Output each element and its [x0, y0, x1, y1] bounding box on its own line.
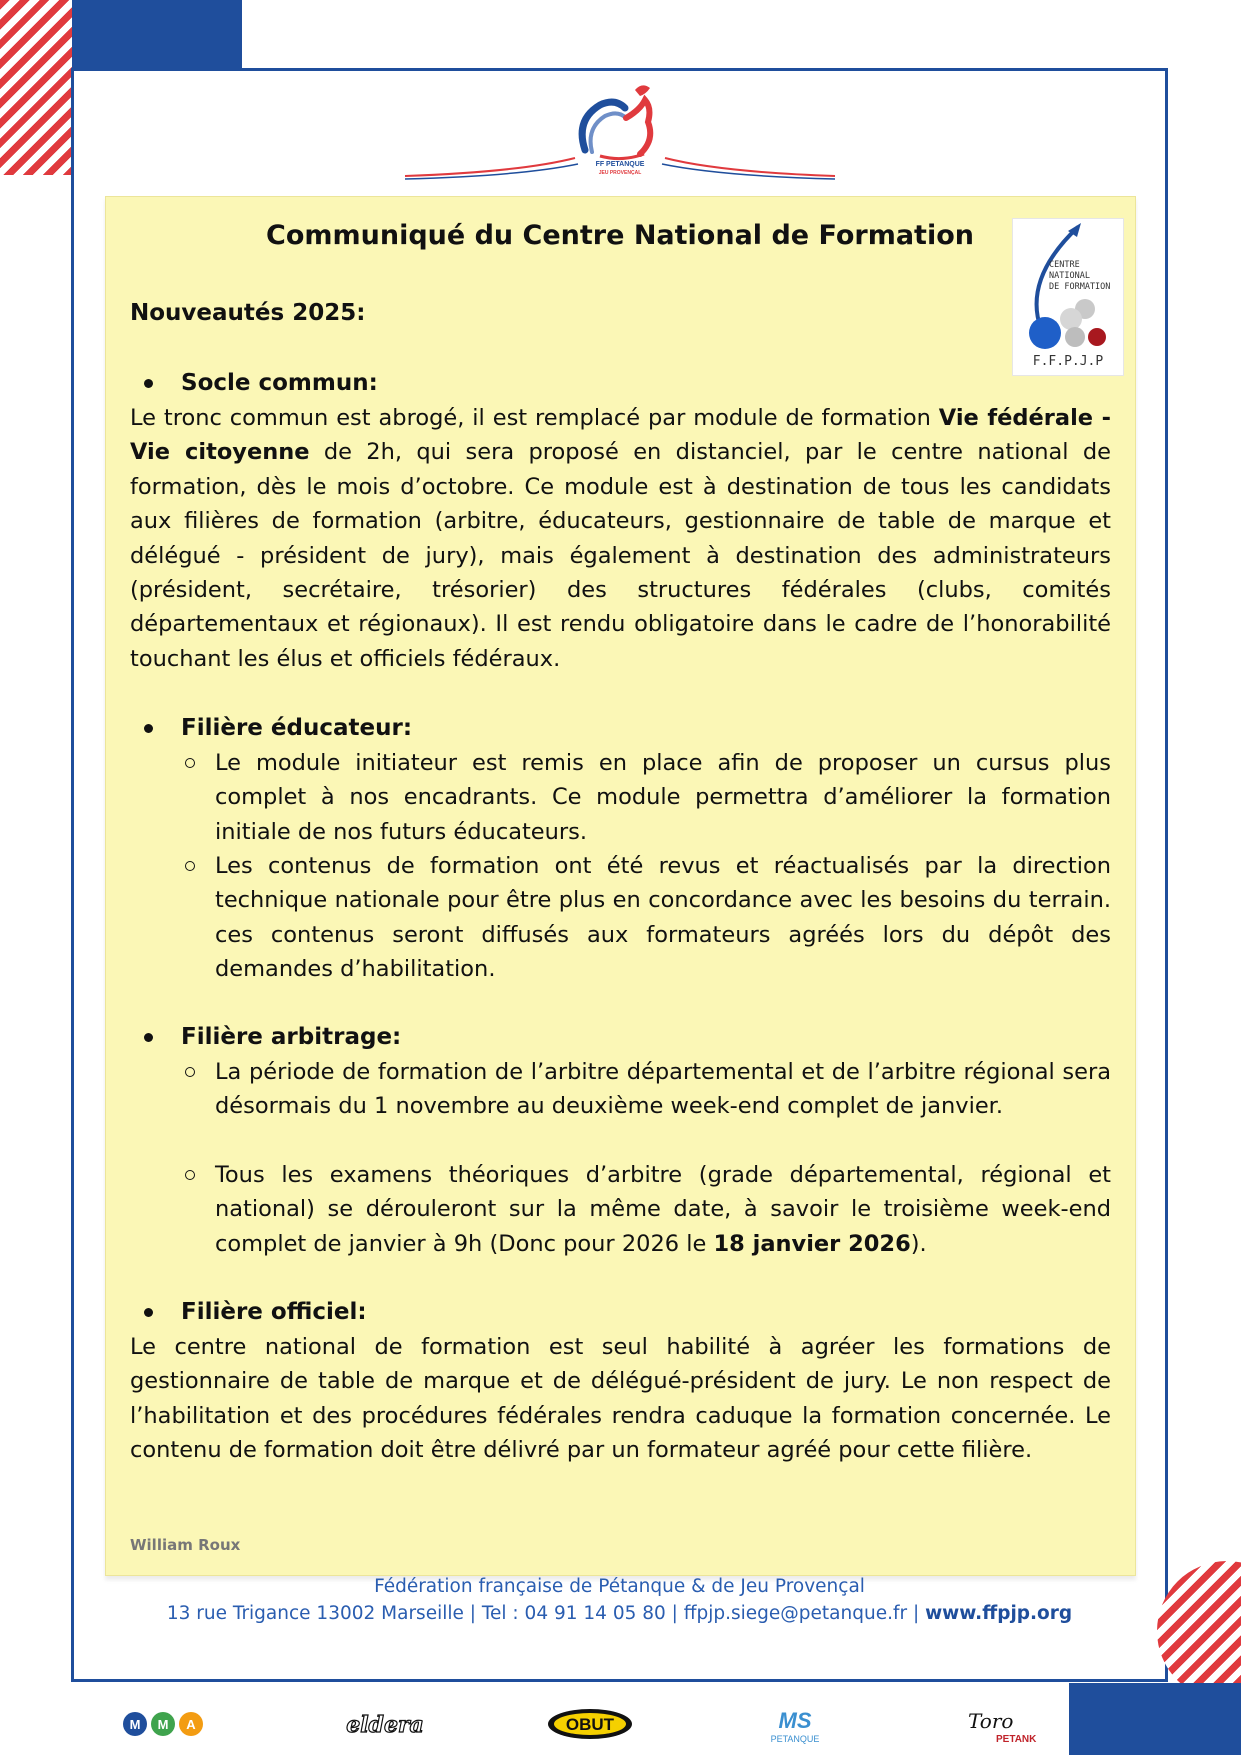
eldera-logo-icon: [340, 1700, 430, 1748]
bullet-icon: [144, 1308, 153, 1317]
footer-website-link[interactable]: www.ffpjp.org: [925, 1603, 1073, 1624]
bullet-icon: [144, 1033, 153, 1042]
list-item: [180, 746, 1111, 849]
mma-letter: A: [186, 1717, 196, 1732]
paragraph-socle-commun: [130, 401, 1111, 676]
logo-text-line2: JEU PROVENÇAL: [598, 170, 642, 176]
bullet-heading: Filière éducateur:: [181, 715, 413, 741]
bullet-filiere-arbitrage: [130, 1020, 401, 1054]
sponsor-obut-logo: [545, 1700, 635, 1748]
cnf-line3: DE FORMATION: [1049, 282, 1111, 292]
sub-bullet-icon: [185, 758, 195, 768]
list-item-bold-date: 18 janvier 2026: [713, 1230, 911, 1257]
list-item-text: Le module initiateur est remis en place afin de proposer un cursus plus complet à nos encadrants. Ce module permettra d’améliorer la formation initiale de nos futurs éducateurs.: [215, 750, 1111, 845]
list-item-text-part: Tous les examens théoriques d’arbitre (grade départemental, régional et national) se dérouleront sur la même date, à savoir le troisième week-end complet de janvier à 9h (Donc pour 2026 le: [215, 1162, 1111, 1257]
sub-bullet-icon: [185, 1067, 195, 1077]
bullet-icon: [144, 379, 153, 388]
cnf-line2: NATIONAL: [1049, 271, 1090, 281]
logo-text-line1: FF PETANQUE: [595, 161, 645, 168]
eldera-text: eldera: [346, 1712, 424, 1738]
ms-text: MS: [778, 1708, 812, 1733]
sponsor-ms-petanque-logo: [760, 1700, 830, 1748]
ms-sub-text: PETANQUE: [770, 1734, 820, 1744]
corner-blue-block-bottom-right: [1069, 1683, 1241, 1755]
list-item-text: [215, 1158, 1111, 1261]
ffpjp-rooster-logo: [400, 80, 840, 182]
sub-bullet-icon: [185, 1170, 195, 1180]
bullet-icon: [144, 724, 153, 733]
toro-text: Toro: [968, 1709, 1014, 1733]
bullet-filiere-officiel: [130, 1295, 367, 1329]
paragraph-text: de 2h, qui sera proposé en distanciel, par le centre national de formation, dès le mois d’octobre. Ce module est à destination de tous les candidats aux filières de formation (arbitre, éducateurs, gestionnaire de table de marque et délégué - président de jury), mais également à destination des administrateurs (président, secrétaire, trésorier) des structures fédérales (clubs, comités départementaux et régionaux). Il est rendu obligatoire dans le cadre de l’honorabilité touchant les élus et officiels fédéraux.: [130, 439, 1111, 672]
list-item: [180, 1158, 1111, 1261]
mma-letter: M: [157, 1717, 169, 1732]
bullet-heading: Filière arbitrage:: [181, 1024, 402, 1050]
obut-text: OBUT: [565, 1715, 615, 1734]
cnf-line1: CENTRE: [1049, 260, 1080, 270]
paragraph-filiere-officiel: Le centre national de formation est seul habilité à agréer les formations de gestionnaire de table de marque et de délégué-président de jury. Le non respect de l’habilitation et des procédures fédérales rendra caduque la formation concernée. Le contenu de formation doit être délivré par un formateur agréé pour cette filière.: [130, 1334, 1111, 1464]
list-item-text: La période de formation de l’arbitre départemental et de l’arbitre régional sera désormais du 1 novembre au deuxième week-end complet de janvier.: [215, 1059, 1111, 1120]
list-item: [180, 849, 1111, 987]
bullet-heading: Filière officiel:: [181, 1299, 367, 1325]
sponsor-mma-logo: [120, 1700, 212, 1748]
rooster-logo-icon: [400, 80, 840, 182]
obut-logo-icon: [545, 1700, 635, 1748]
paragraph-text: Le tronc commun est abrogé, il est remplacé par module de formation: [130, 405, 939, 431]
corner-blue-block-top-left: [72, 0, 242, 68]
cnf-org: F.F.P.J.P: [1032, 354, 1104, 369]
section-heading-nouveautes: Nouveautés 2025:: [130, 300, 366, 326]
sub-bullet-icon: [185, 861, 195, 871]
list-item: [180, 1055, 1111, 1124]
toro-petank-logo-icon: [960, 1700, 1040, 1748]
bullet-socle-commun: [130, 366, 378, 400]
signature: William Roux: [130, 1536, 241, 1554]
mma-logo-icon: [120, 1700, 212, 1748]
corner-stripes-top-left: [0, 0, 72, 175]
list-item-text: Les contenus de formation ont été revus et réactualisés par la direction technique nationale pour être plus en concordance avec les besoins du terrain. ces contenus seront diffusés aux formateurs agréés lors du dépôt des demandes d’habilitation.: [215, 853, 1111, 983]
toro-sub-text: PETANK: [996, 1734, 1037, 1745]
bullet-filiere-educateur: [130, 711, 412, 745]
ms-petanque-logo-icon: [760, 1700, 830, 1748]
corner-stripes-bottom-right: [1157, 1561, 1241, 1701]
footer-address: 13 rue Trigance 13002 Marseille | Tel : 04 91 14 05 80 | ffpjp.siege@petanque.fr |: [166, 1603, 926, 1624]
list-item-text-part: ).: [910, 1230, 927, 1257]
document-title: Communiqué du Centre National de Formation: [266, 220, 974, 251]
footer-contact: [71, 1603, 1168, 1624]
bullet-heading: Socle commun:: [181, 370, 378, 396]
mma-letter: M: [129, 1717, 141, 1732]
sponsor-eldera-logo: [340, 1700, 430, 1748]
footer-organization: Fédération française de Pétanque & de Jeu Provençal: [374, 1576, 865, 1597]
sponsor-toro-petank-logo: [960, 1700, 1040, 1748]
paragraph-bold-text: Vie fédérale - Vie citoyenne: [130, 405, 1111, 466]
